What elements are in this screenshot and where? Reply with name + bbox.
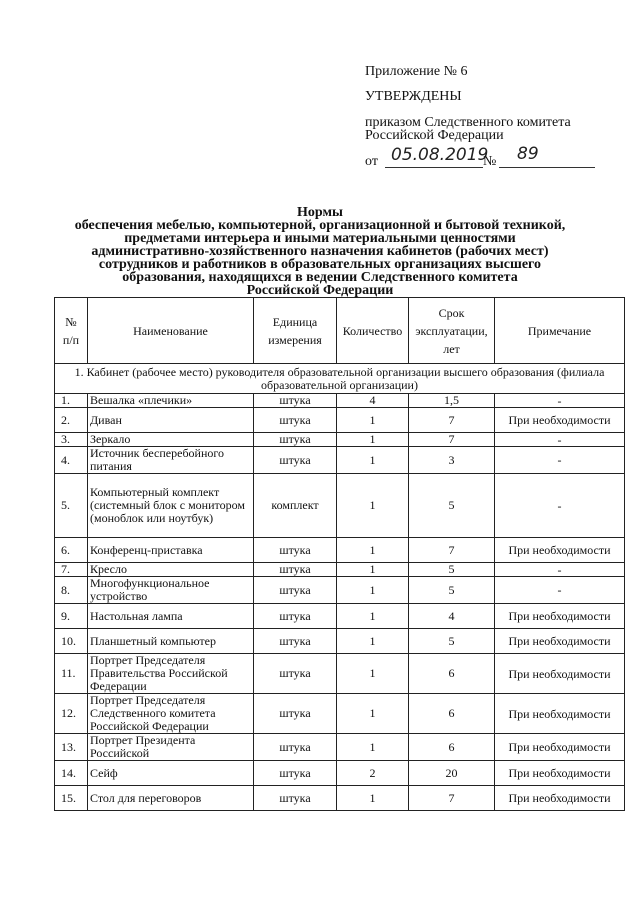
header-num [55, 298, 88, 364]
row-term: 1,5 [409, 394, 495, 408]
row-term: 3 [409, 447, 495, 474]
title-line-1: Нормы [297, 205, 343, 220]
row-num: 5. [55, 474, 88, 538]
row-qty: 1 [337, 786, 409, 811]
norms-table [54, 297, 625, 811]
title-line-7: Российской Федерации [246, 283, 394, 298]
row-unit: штука [254, 604, 337, 629]
row-unit: штука [254, 629, 337, 654]
row-qty: 1 [337, 654, 409, 694]
row-unit: штука [254, 433, 337, 447]
header-term-line2: эксплуатации, [415, 323, 488, 338]
row-num: 10. [55, 629, 88, 654]
row-qty: 1 [337, 563, 409, 577]
header-qty: Количество [337, 298, 409, 364]
row-num: 9. [55, 604, 88, 629]
approved-label: УТВЕРЖДЕНЫ [365, 89, 462, 104]
row-term: 7 [409, 538, 495, 563]
header-term-line3: лет [443, 341, 460, 356]
title-line-5: сотрудников и работников в образовательных организациях высшего [98, 257, 542, 272]
row-name: Стол для переговоров [88, 786, 254, 811]
row-note: При необходимости [495, 786, 625, 811]
row-term: 5 [409, 474, 495, 538]
row-name: Многофункциональное устройство [88, 577, 254, 604]
row-name: Сейф [88, 761, 254, 786]
row-qty: 1 [337, 433, 409, 447]
row-term: 5 [409, 577, 495, 604]
table-row [55, 538, 625, 563]
row-term: 20 [409, 761, 495, 786]
row-num: 14. [55, 761, 88, 786]
row-unit: штука [254, 734, 337, 761]
row-name: Кресло [88, 563, 254, 577]
row-name: Вешалка «плечики» [88, 394, 254, 408]
section-title: 1. Кабинет (рабочее место) руководителя образовательной организации высшего образования (филиала образовательной организации) [55, 364, 625, 394]
section-row [55, 364, 625, 394]
header-term [409, 298, 495, 364]
row-note: - [495, 563, 625, 577]
row-qty: 1 [337, 474, 409, 538]
row-qty: 4 [337, 394, 409, 408]
table-row [55, 694, 625, 734]
handwritten-date: 05.08.2019 [391, 145, 489, 165]
row-unit: штука [254, 786, 337, 811]
table-row [55, 408, 625, 433]
table-row [55, 654, 625, 694]
row-term: 6 [409, 734, 495, 761]
row-num: 7. [55, 563, 88, 577]
row-num: 2. [55, 408, 88, 433]
title-line-2: обеспечения мебелью, компьютерной, организационной и бытовой техникой, [74, 218, 566, 233]
row-qty: 1 [337, 734, 409, 761]
title-line-3: предметами интерьера и иными материальными ценностями [124, 231, 516, 246]
row-unit: штука [254, 694, 337, 734]
row-qty: 1 [337, 538, 409, 563]
order-date-row [365, 144, 605, 169]
row-term: 4 [409, 604, 495, 629]
date-prefix: от [365, 154, 378, 169]
row-note: - [495, 433, 625, 447]
row-note: При необходимости [495, 694, 625, 734]
row-note: При необходимости [495, 734, 625, 761]
row-note: - [495, 447, 625, 474]
row-num: 13. [55, 734, 88, 761]
table-row [55, 734, 625, 761]
row-qty: 1 [337, 694, 409, 734]
table-row [55, 563, 625, 577]
row-note: - [495, 394, 625, 408]
row-term: 7 [409, 433, 495, 447]
handwritten-number: 89 [517, 144, 539, 164]
row-note: При необходимости [495, 604, 625, 629]
row-term: 7 [409, 786, 495, 811]
table-row [55, 433, 625, 447]
row-unit: штука [254, 761, 337, 786]
header-unit [254, 298, 337, 364]
row-num: 4. [55, 447, 88, 474]
row-note: При необходимости [495, 408, 625, 433]
row-name: Портрет Председателя Следственного комитета Российской Федерации [88, 694, 254, 734]
row-unit: штука [254, 408, 337, 433]
title-line-4: административно-хозяйственного назначения кабинетов (рабочих мест) [91, 244, 549, 259]
header-num-line1: № [65, 314, 77, 329]
row-qty: 1 [337, 577, 409, 604]
row-term: 5 [409, 629, 495, 654]
row-name: Настольная лампа [88, 604, 254, 629]
table-row [55, 447, 625, 474]
row-qty: 1 [337, 629, 409, 654]
table-row [55, 629, 625, 654]
table-row [55, 604, 625, 629]
row-note: При необходимости [495, 761, 625, 786]
row-unit: штука [254, 577, 337, 604]
row-num: 15. [55, 786, 88, 811]
header-num-line2: п/п [62, 332, 80, 347]
number-underline [499, 167, 595, 168]
row-term: 7 [409, 408, 495, 433]
table-header-row [55, 298, 625, 364]
row-term: 5 [409, 563, 495, 577]
header-unit-line1: Единица [272, 314, 318, 329]
row-unit: штука [254, 563, 337, 577]
row-num: 8. [55, 577, 88, 604]
row-name: Источник бесперебойного питания [88, 447, 254, 474]
row-note: При необходимости [495, 654, 625, 694]
header-note: Примечание [495, 298, 625, 364]
table-row [55, 577, 625, 604]
row-qty: 1 [337, 408, 409, 433]
row-name: Портрет Президента Российской [88, 734, 254, 761]
table-row [55, 474, 625, 538]
row-unit: штука [254, 538, 337, 563]
row-note: При необходимости [495, 538, 625, 563]
row-num: 1. [55, 394, 88, 408]
row-term: 6 [409, 654, 495, 694]
row-name: Компьютерный комплект (системный блок с монитором (моноблок или ноутбук) [88, 474, 254, 538]
row-num: 12. [55, 694, 88, 734]
table-row [55, 394, 625, 408]
row-name: Диван [88, 408, 254, 433]
row-name: Зеркало [88, 433, 254, 447]
appendix-label: Приложение № 6 [365, 64, 468, 79]
table-row [55, 761, 625, 786]
order-line-2: Российской Федерации [365, 128, 504, 143]
row-num: 3. [55, 433, 88, 447]
row-num: 11. [55, 654, 88, 694]
row-unit: штука [254, 394, 337, 408]
header-term-line1: Срок [438, 305, 465, 320]
number-label: № [483, 154, 497, 169]
row-note: - [495, 577, 625, 604]
row-name: Конференц-приставка [88, 538, 254, 563]
date-underline [385, 167, 483, 168]
header-name: Наименование [88, 298, 254, 364]
row-unit: комплект [254, 474, 337, 538]
row-qty: 2 [337, 761, 409, 786]
table-row [55, 786, 625, 811]
row-num: 6. [55, 538, 88, 563]
row-term: 6 [409, 694, 495, 734]
order-line-1: приказом Следственного комитета [365, 115, 571, 130]
row-unit: штука [254, 447, 337, 474]
row-qty: 1 [337, 604, 409, 629]
row-note: - [495, 474, 625, 538]
row-unit: штука [254, 654, 337, 694]
row-note: При необходимости [495, 629, 625, 654]
header-unit-line2: измерения [268, 332, 322, 347]
row-qty: 1 [337, 447, 409, 474]
document-title [40, 206, 600, 297]
row-name: Портрет Председателя Правительства Российской Федерации [88, 654, 254, 694]
row-name: Планшетный компьютер [88, 629, 254, 654]
title-line-6: образования, находящихся в ведении Следственного комитета [122, 270, 518, 285]
